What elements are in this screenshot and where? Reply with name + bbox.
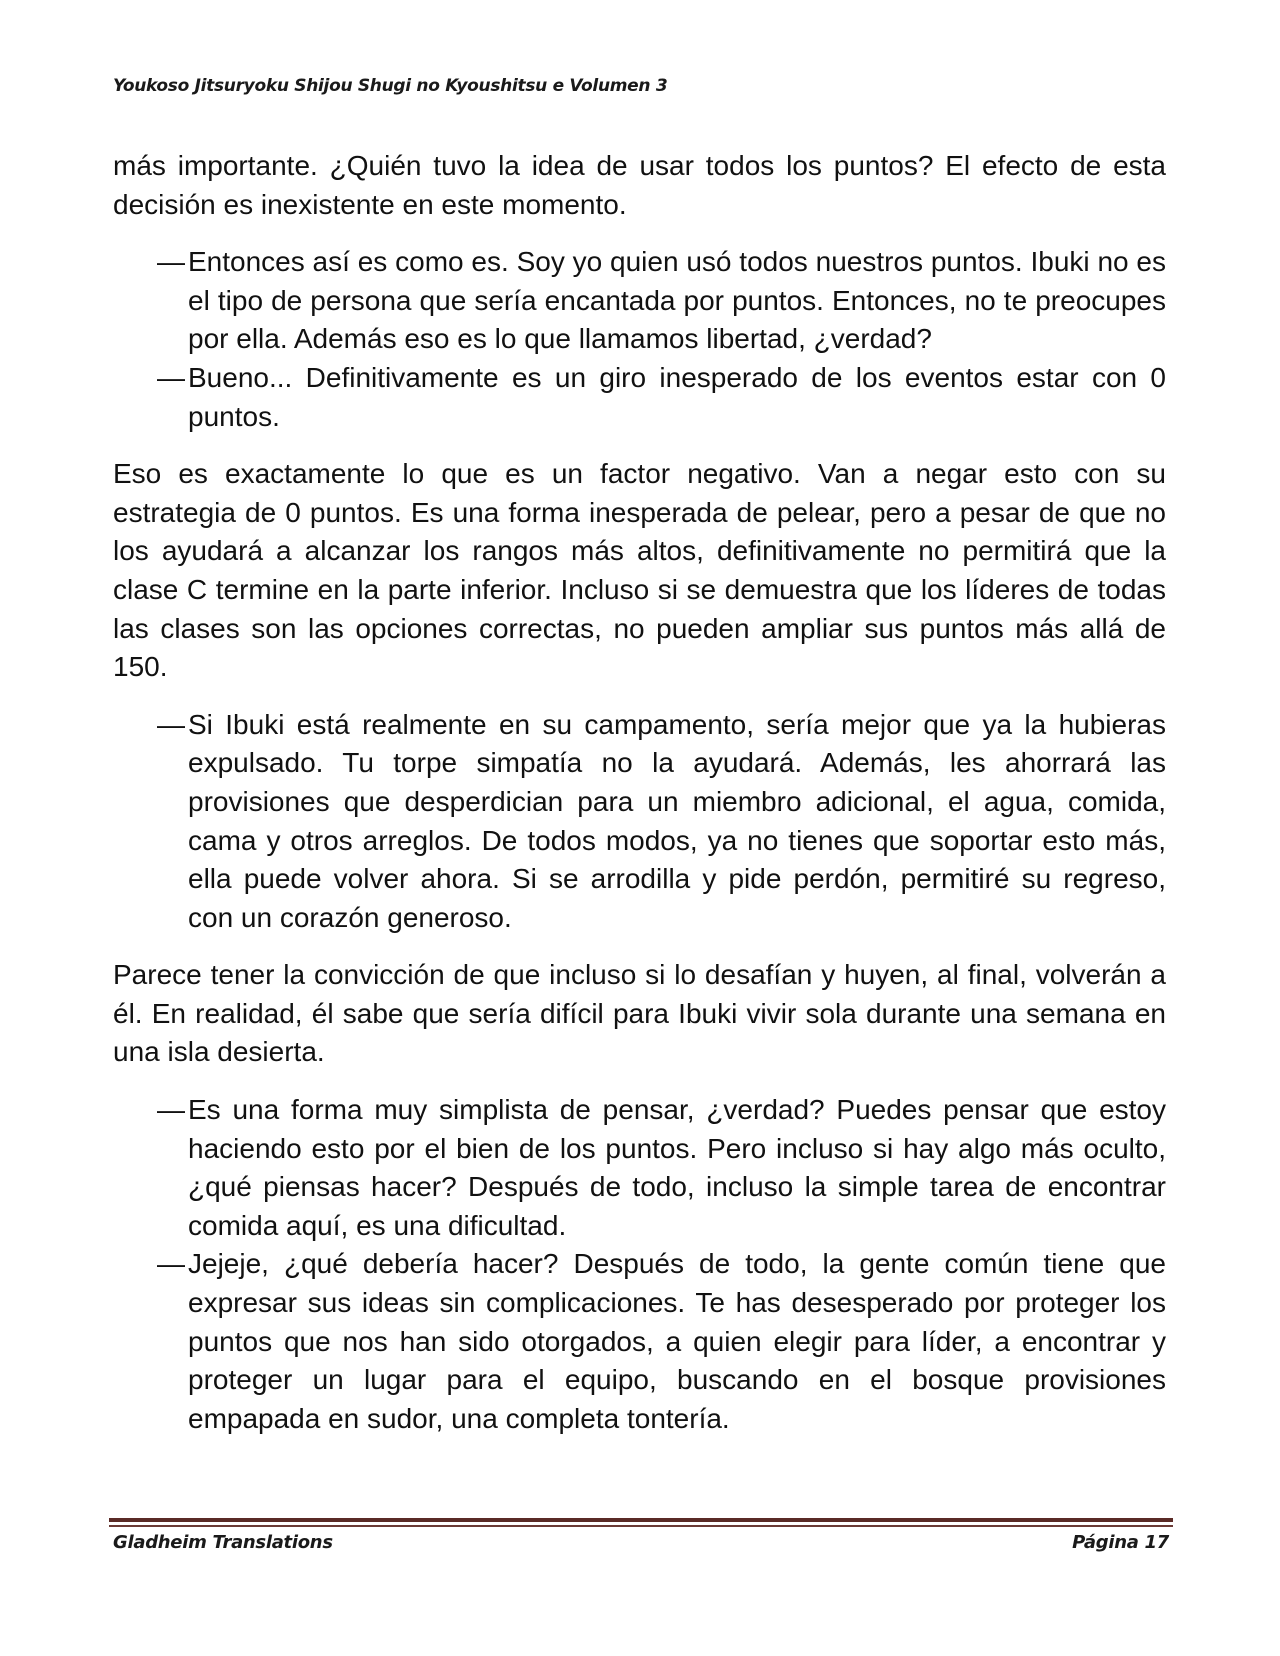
- page-header: Youkoso Jitsuryoku Shijou Shugi no Kyoushitsu e Volumen 3: [113, 76, 668, 96]
- dialogue-text-2: Bueno... Definitivamente es un giro inesperado de los eventos estar con 0 puntos.: [188, 361, 1166, 432]
- paragraph-3: Parece tener la convicción de que incluso si lo desafían y huyen, al final, volverán a él. En realidad, él sabe que sería difícil para Ibuki vivir sola durante una semana en una isla desierta.: [113, 959, 1166, 1068]
- dialogue-text-4: Es una forma muy simplista de pensar, ¿verdad? Puedes pensar que estoy haciendo esto por el bien de los puntos. Pero incluso si hay algo más oculto, ¿qué piensas hacer? Después de todo, incluso la simple tarea de encontrar comida aquí, es una dificultad.: [188, 1094, 1166, 1241]
- dialogue-line-2: [113, 359, 1166, 436]
- dialogue-group-1: [113, 243, 1166, 436]
- dialogue-dash: —: [157, 361, 185, 393]
- dialogue-dash: —: [157, 1248, 185, 1280]
- dialogue-group-3: [113, 1091, 1166, 1438]
- dialogue-text-3: Si Ibuki está realmente en su campamento, sería mejor que ya la hubieras expulsado. Tu torpe simpatía no la ayudará. Además, les ahorrará las provisiones que desperdician para un miembro adicional, el agua, comida, cama y otros arreglos. De todos modos, ya no tienes que soportar esto más, ella puede volver ahora. Si se arrodilla y pide perdón, permitiré su regreso, con un corazón generoso.: [188, 708, 1166, 933]
- paragraph-2: Eso es exactamente lo que es un factor negativo. Van a negar esto con su estrategia de 0 puntos. Es una forma inesperada de pelear, pero a pesar de que no los ayudará a alcanzar los rangos más altos, definitivamente no permitirá que la clase C termine en la parte inferior. Incluso si se demuestra que los líderes de todas las clases son las opciones correctas, no pueden ampliar sus puntos más allá de 150.: [113, 458, 1166, 683]
- footer-translator: Gladheim Translations: [113, 1532, 333, 1553]
- dialogue-dash: —: [157, 1094, 185, 1126]
- dialogue-line-1: [113, 243, 1166, 359]
- dialogue-group-2: [113, 706, 1166, 938]
- dialogue-dash: —: [157, 246, 185, 278]
- footer-rule-thin: [109, 1525, 1173, 1527]
- dialogue-line-3: [113, 706, 1166, 938]
- dialogue-line-5: [113, 1245, 1166, 1438]
- dialogue-line-4: [113, 1091, 1166, 1245]
- footer-rule-thick: [109, 1518, 1173, 1522]
- dialogue-text-5: Jejeje, ¿qué debería hacer? Después de todo, la gente común tiene que expresar sus ideas sin complicaciones. Te has desesperado por proteger los puntos que nos han sido otorgados, a quien elegir para líder, a encontrar y proteger un lugar para el equipo, buscando en el bosque provisiones empapada en sudor, una completa tontería.: [188, 1248, 1166, 1434]
- paragraph-1: más importante. ¿Quién tuvo la idea de usar todos los puntos? El efecto de esta decisión es inexistente en este momento.: [113, 150, 1166, 220]
- dialogue-dash: —: [157, 708, 185, 740]
- page-body: [113, 147, 1166, 1457]
- dialogue-text-1: Entonces así es como es. Soy yo quien usó todos nuestros puntos. Ibuki no es el tipo de persona que sería encantada por puntos. Entonces, no te preocupes por ella. Además eso es lo que llamamos libertad, ¿verdad?: [188, 246, 1166, 355]
- footer-page-number: Página 17: [1072, 1532, 1169, 1553]
